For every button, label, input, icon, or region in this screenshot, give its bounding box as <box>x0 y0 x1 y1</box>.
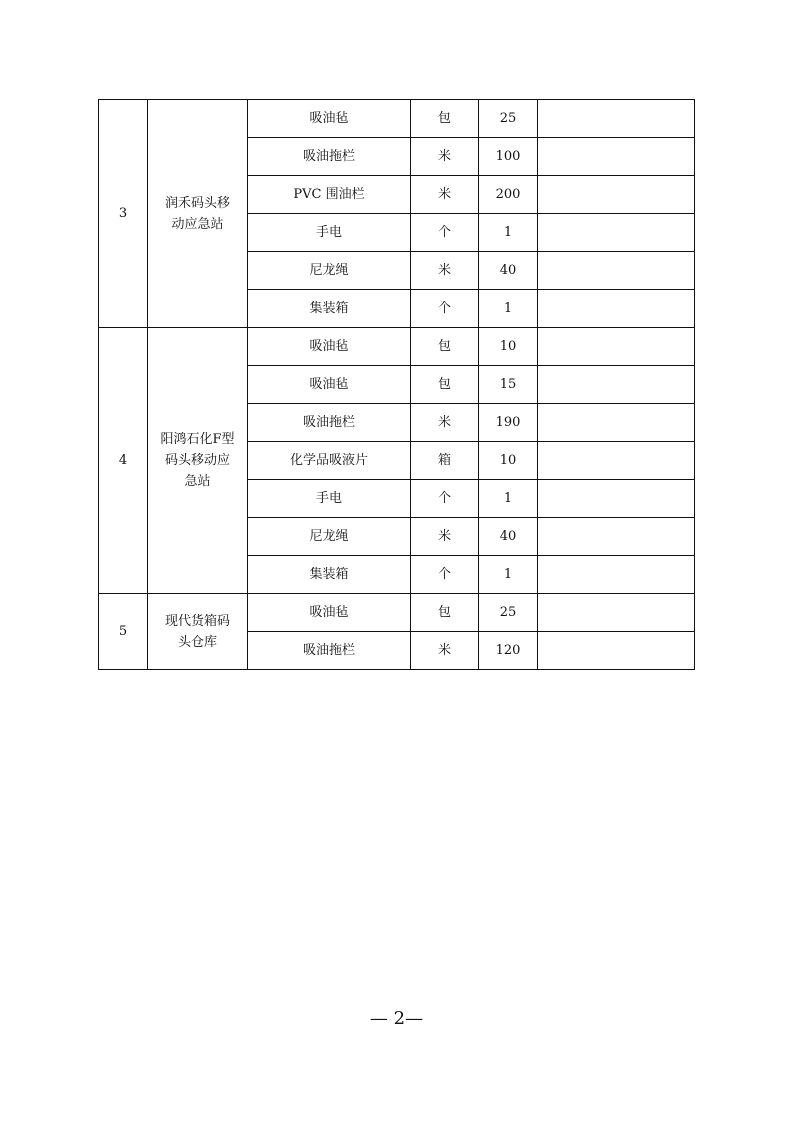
unit-cell: 米 <box>411 632 479 670</box>
note-cell <box>538 404 695 442</box>
unit-cell: 米 <box>411 176 479 214</box>
item-cell: 吸油拖栏 <box>248 632 411 670</box>
group-number-cell: 5 <box>99 594 148 670</box>
item-cell: 吸油拖栏 <box>248 404 411 442</box>
item-cell: 吸油毡 <box>248 328 411 366</box>
site-name-cell <box>148 100 248 328</box>
quantity-cell: 25 <box>479 594 538 632</box>
note-cell <box>538 252 695 290</box>
note-cell <box>538 214 695 252</box>
note-cell <box>538 480 695 518</box>
site-name-cell <box>148 328 248 594</box>
item-cell: 尼龙绳 <box>248 518 411 556</box>
item-cell: 吸油毡 <box>248 594 411 632</box>
quantity-cell: 10 <box>479 442 538 480</box>
item-cell: 尼龙绳 <box>248 252 411 290</box>
item-cell: 集装箱 <box>248 290 411 328</box>
equipment-table-body <box>99 100 695 670</box>
quantity-cell: 25 <box>479 100 538 138</box>
unit-cell: 包 <box>411 100 479 138</box>
item-cell: 吸油毡 <box>248 100 411 138</box>
quantity-cell: 15 <box>479 366 538 404</box>
unit-cell: 米 <box>411 138 479 176</box>
table-row <box>99 328 695 366</box>
group-number-cell: 4 <box>99 328 148 594</box>
quantity-cell: 120 <box>479 632 538 670</box>
note-cell <box>538 366 695 404</box>
unit-cell: 个 <box>411 556 479 594</box>
note-cell <box>538 328 695 366</box>
item-cell: 手电 <box>248 480 411 518</box>
note-cell <box>538 518 695 556</box>
quantity-cell: 100 <box>479 138 538 176</box>
equipment-table <box>98 99 695 670</box>
unit-cell: 米 <box>411 252 479 290</box>
quantity-cell: 190 <box>479 404 538 442</box>
item-cell: 吸油毡 <box>248 366 411 404</box>
item-cell: 手电 <box>248 214 411 252</box>
item-cell: 集装箱 <box>248 556 411 594</box>
note-cell <box>538 556 695 594</box>
note-cell <box>538 176 695 214</box>
quantity-cell: 10 <box>479 328 538 366</box>
unit-cell: 包 <box>411 328 479 366</box>
unit-cell: 个 <box>411 214 479 252</box>
quantity-cell: 1 <box>479 480 538 518</box>
item-cell: PVC 围油栏 <box>248 176 411 214</box>
quantity-cell: 200 <box>479 176 538 214</box>
note-cell <box>538 138 695 176</box>
unit-cell: 包 <box>411 366 479 404</box>
table-row <box>99 594 695 632</box>
unit-cell: 箱 <box>411 442 479 480</box>
unit-cell: 个 <box>411 290 479 328</box>
note-cell <box>538 290 695 328</box>
quantity-cell: 1 <box>479 290 538 328</box>
unit-cell: 米 <box>411 518 479 556</box>
page-number: — 2— <box>369 1008 424 1029</box>
unit-cell: 米 <box>411 404 479 442</box>
site-name: 现代货箱码 头仓库 <box>164 613 230 650</box>
site-name-cell <box>148 594 248 670</box>
note-cell <box>538 632 695 670</box>
note-cell <box>538 442 695 480</box>
group-number-cell: 3 <box>99 100 148 328</box>
item-cell: 化学品吸液片 <box>248 442 411 480</box>
quantity-cell: 40 <box>479 518 538 556</box>
quantity-cell: 1 <box>479 214 538 252</box>
unit-cell: 包 <box>411 594 479 632</box>
note-cell <box>538 594 695 632</box>
site-name: 阳鸿石化F型 码头移动应 急站 <box>160 432 235 489</box>
item-cell: 吸油拖栏 <box>248 138 411 176</box>
note-cell <box>538 100 695 138</box>
quantity-cell: 1 <box>479 556 538 594</box>
unit-cell: 个 <box>411 480 479 518</box>
table-row <box>99 100 695 138</box>
site-name: 润禾码头移 动应急站 <box>164 195 230 232</box>
quantity-cell: 40 <box>479 252 538 290</box>
